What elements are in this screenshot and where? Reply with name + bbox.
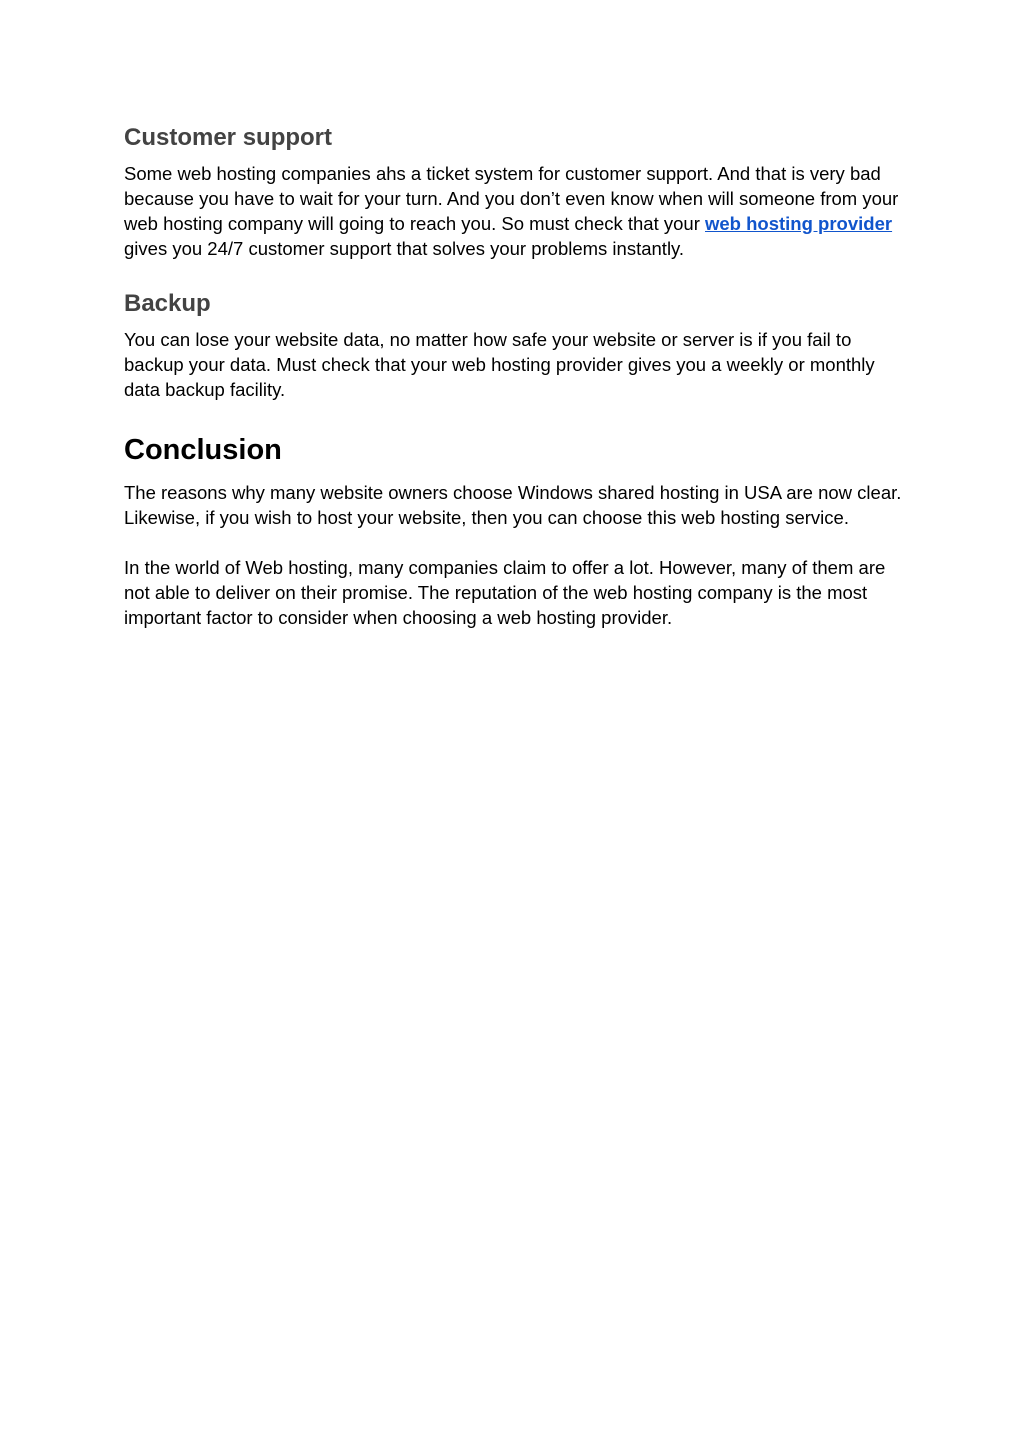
- customer-support-paragraph: [124, 161, 904, 261]
- section-heading-customer-support: Customer support: [124, 124, 333, 151]
- customer-support-text-end: gives you 24/7 customer support that solves your problems instantly.: [124, 238, 685, 259]
- conclusion-paragraph-1: The reasons why many website owners choose Windows shared hosting in USA are now clear. Likewise, if you wish to host your website, then you can choose this web hosting service.: [124, 482, 902, 528]
- web-hosting-provider-link[interactable]: web hosting provider: [705, 213, 893, 234]
- section-heading-backup: Backup: [124, 290, 211, 317]
- customer-support-text-start: Some web hosting companies ahs a ticket system for customer support. And that is very bad because you have to wait for your turn. And you don’t even know when will someone from your web hosting company will going to reach you. So must check that your: [124, 163, 899, 234]
- conclusion-paragraph-2: In the world of Web hosting, many companies claim to offer a lot. However, many of them are not able to deliver on their promise. The reputation of the web hosting company is the most important factor to consider when choosing a web hosting provider.: [124, 557, 886, 628]
- section-heading-conclusion: Conclusion: [124, 434, 282, 466]
- backup-paragraph: You can lose your website data, no matter how safe your website or server is if you fail to backup your data. Must check that your web hosting provider gives you a weekly or monthly data backup facility.: [124, 329, 875, 400]
